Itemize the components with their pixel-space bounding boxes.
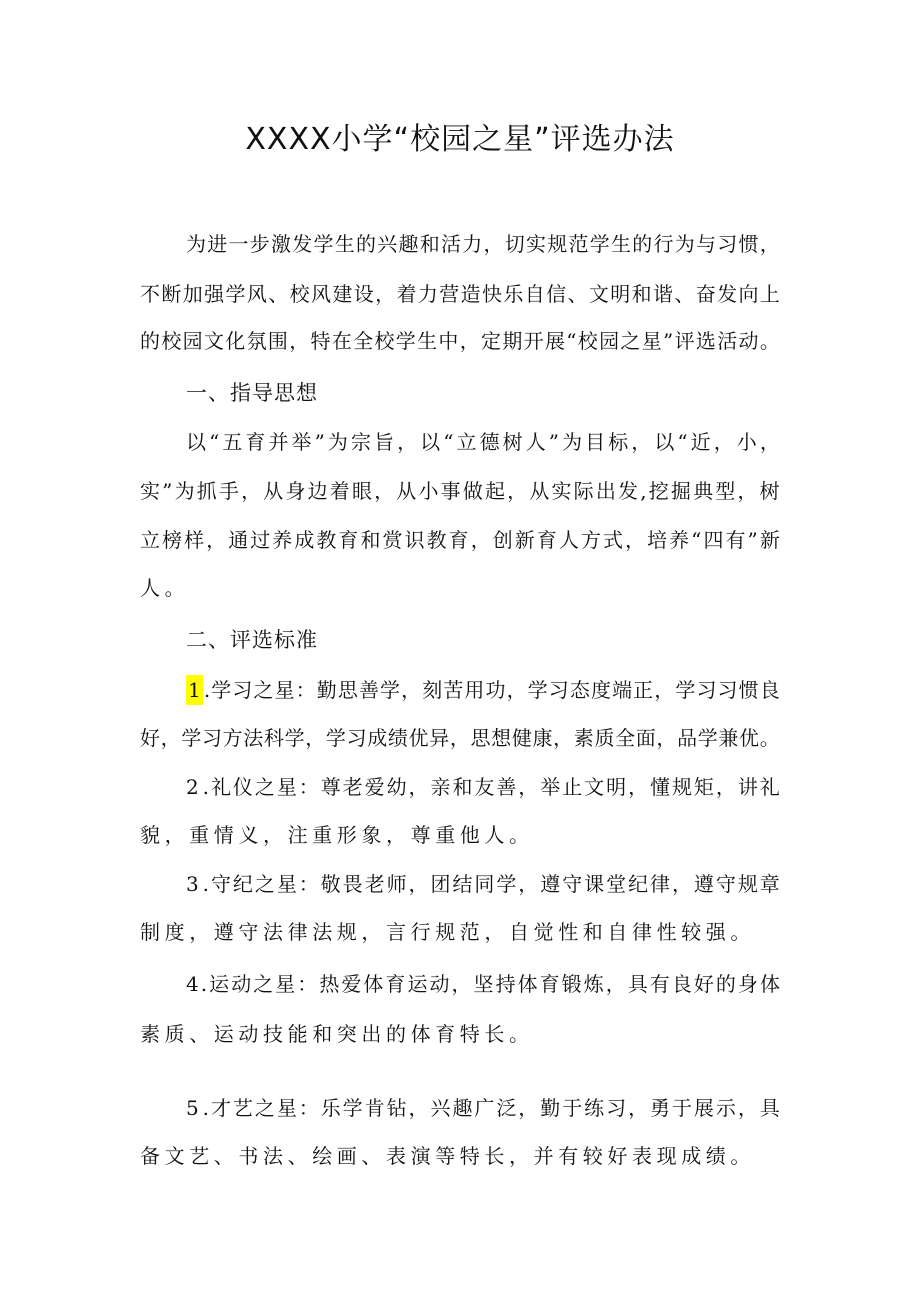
section1-line-1: 以 “ 五 育 并 举 ” 为 宗 旨 ， 以 “ 立 德 树 人 ” 为 目 标 ， 以 “ 近 ， 小 ， (186, 430, 780, 454)
item-4-number: 4 (186, 972, 199, 996)
intro-line-3: 的 校 园 文 化 氛 围 ， 特 在 全 校 学 生 中 ， 定 期 开 展 “ 校 园 之 星 ” 评 选 活 动 。 (140, 329, 780, 353)
criteria-item-2-line-2: 貌，重情义，注重形象，尊重他人。 (140, 823, 534, 847)
criteria-item-4-line-2: 素质、运动技能和突出的体育特长。 (140, 1022, 534, 1046)
section-heading-guiding-ideology: 一、指导思想 (186, 381, 318, 405)
section-heading-criteria: 二、评选标准 (186, 628, 318, 652)
criteria-item-4-line-1: 4 . 运 动 之 星 ： 热 爱 体 育 运 动 ， 坚 持 体 育 锻 炼 ， 具 有 良 好 的 身 体 (186, 969, 780, 999)
criteria-item-5-line-2: 备文艺、书法、绘画、表演等特长，并有较好表现成绩。 (140, 1144, 755, 1168)
section1-line-2: 实 ” 为 抓 手 ， 从 身 边 着 眼 ， 从 小 事 做 起 ， 从 实 际 出 发 , 挖 掘 典 型 ， 树 (140, 479, 780, 503)
criteria-item-2-line-1: 2 . 礼 仪 之 星 ： 尊 老 爱 幼 ， 亲 和 友 善 ， 举 止 文 明 ， 懂 规 矩 ， 讲 礼 (186, 772, 780, 802)
criteria-item-1-line-1: 1 . 学 习 之 星 ： 勤 思 善 学 ， 刻 苦 用 功 ， 学 习 态 度 端 正 ， 学 习 习 惯 良 (186, 675, 780, 705)
criteria-item-5-line-1: 5 . 才 艺 之 星 ： 乐 学 肯 钻 ， 兴 趣 广 泛 ， 勤 于 练 习 ， 勇 于 展 示 ， 具 (186, 1093, 780, 1123)
item-2-number: 2 (186, 775, 199, 799)
item-5-number: 5 (186, 1096, 199, 1120)
intro-line-2: 不 断 加 强 学 风 、 校 风 建 设 ， 着 力 营 造 快 乐 自 信 、 文 明 和 谐 、 奋 发 向 上 (140, 282, 780, 306)
section1-line-4: 人。 (140, 576, 190, 600)
intro-line-1: 为 进 一 步 激 发 学 生 的 兴 趣 和 活 力 ， 切 实 规 范 学 生 的 行 为 与 习 惯 ， (186, 232, 780, 256)
item-3-number: 3 (186, 872, 199, 896)
criteria-item-3-line-2: 制度，遵守法律法规，言行规范，自觉性和自律性较强。 (140, 920, 755, 944)
criteria-item-3-line-1: 3 . 守 纪 之 星 ： 敬 畏 老 师 ， 团 结 同 学 ， 遵 守 课 堂 纪 律 ， 遵 守 规 章 (186, 869, 780, 899)
section1-line-3: 立 榜 样 ， 通 过 养 成 教 育 和 赏 识 教 育 ， 创 新 育 人 方 式 ， 培 养 “ 四 有 ” 新 (140, 528, 780, 552)
criteria-item-1-line-2: 好 ， 学 习 方 法 科 学 ， 学 习 成 绩 优 异 ， 思 想 健 康 ， 素 质 全 面 ， 品 学 兼 优 。 (140, 726, 780, 750)
document-title: XXXX小学“校园之星”评选办法 (245, 122, 675, 157)
item-number-highlight: 1 (186, 675, 203, 705)
